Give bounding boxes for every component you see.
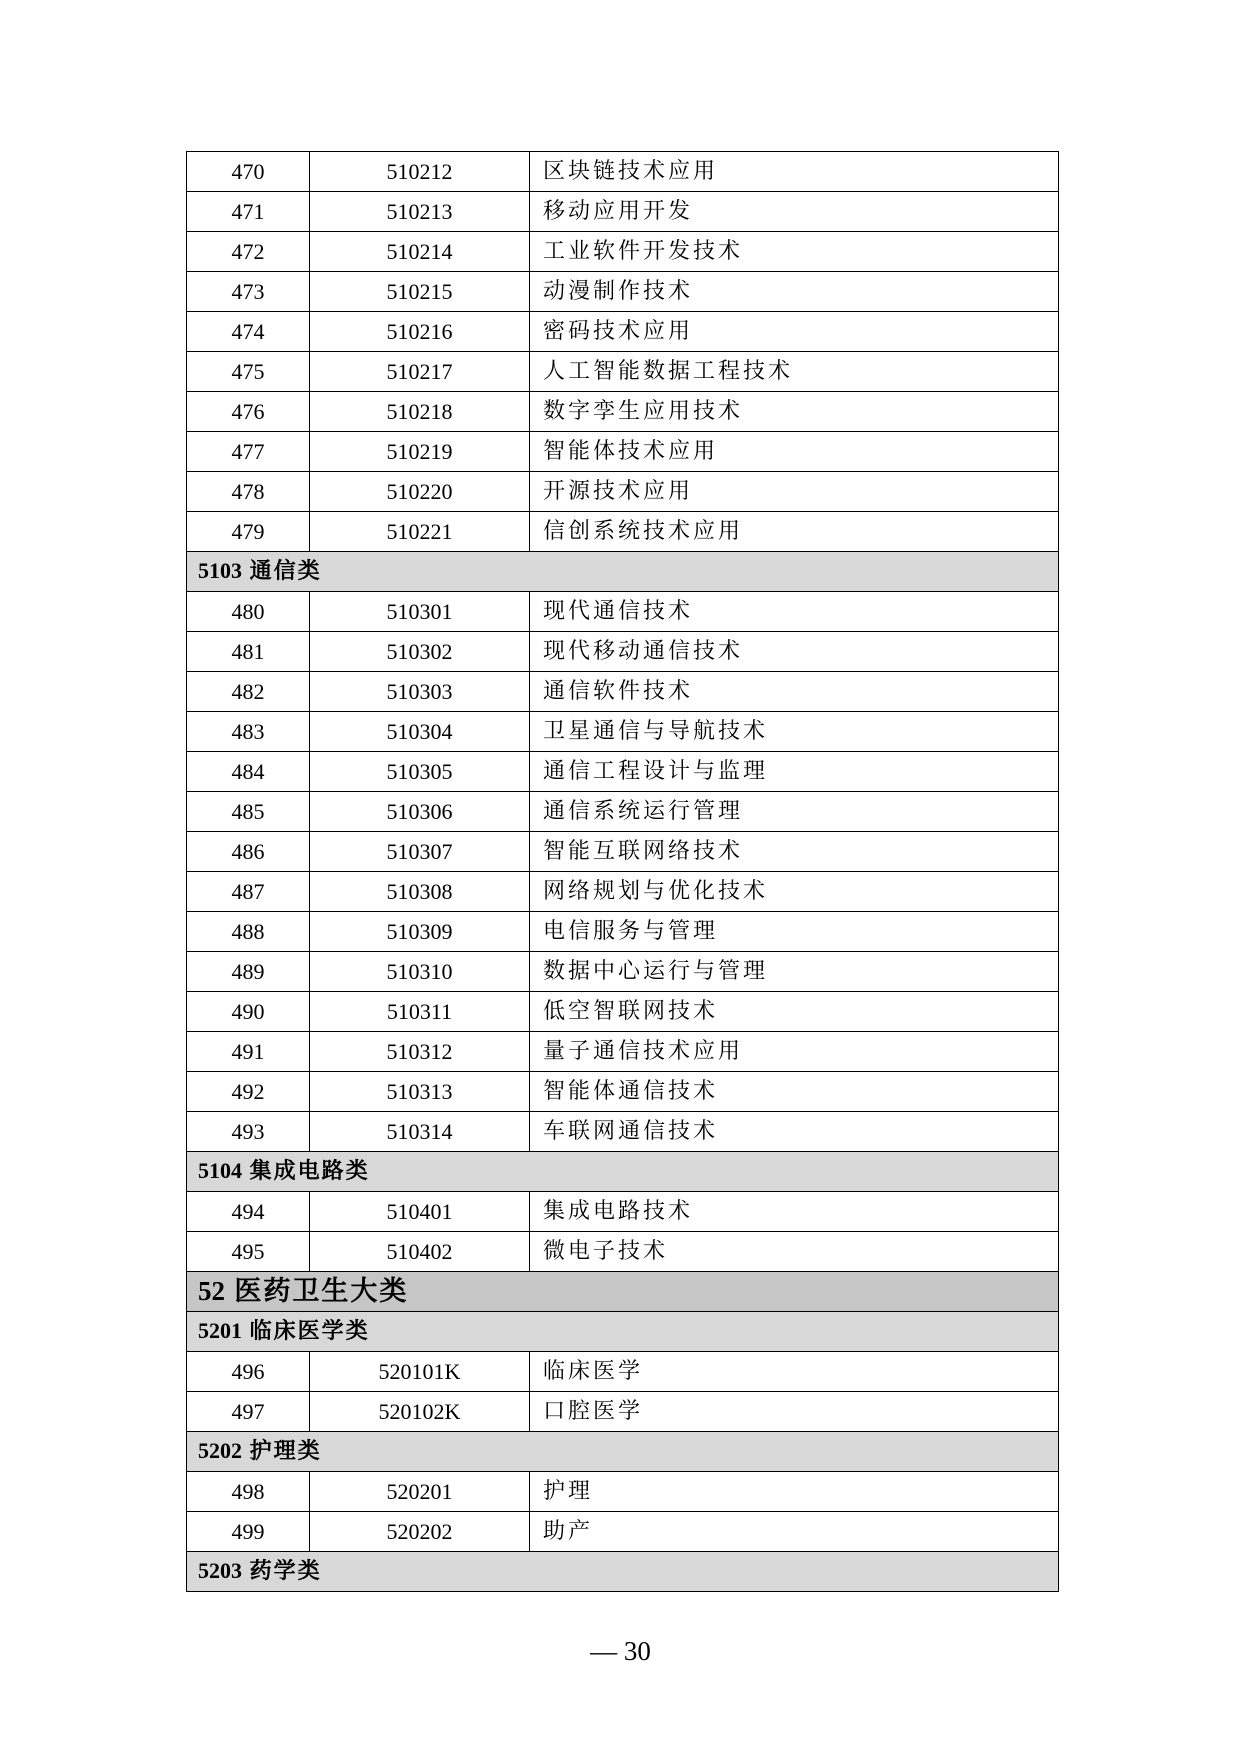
table-row	[187, 1472, 1059, 1512]
serial-number-cell: 477	[187, 432, 310, 472]
table-row	[187, 832, 1059, 872]
serial-number-cell: 498	[187, 1472, 310, 1512]
serial-number-cell: 471	[187, 192, 310, 232]
category-cell	[187, 1432, 1059, 1472]
major-code-cell: 510220	[310, 472, 530, 512]
major-name-cell: 动漫制作技术	[530, 272, 1059, 312]
major-catalog-table	[186, 151, 1059, 1592]
table-row	[187, 592, 1059, 632]
serial-number-cell: 492	[187, 1072, 310, 1112]
major-code-cell: 510306	[310, 792, 530, 832]
serial-number-cell: 491	[187, 1032, 310, 1072]
major-code-cell: 510302	[310, 632, 530, 672]
major-code-cell: 510310	[310, 952, 530, 992]
serial-number-cell: 486	[187, 832, 310, 872]
serial-number-cell: 473	[187, 272, 310, 312]
category-cell	[187, 552, 1059, 592]
serial-number-cell: 493	[187, 1112, 310, 1152]
major-code-cell: 510217	[310, 352, 530, 392]
table-row	[187, 1072, 1059, 1112]
major-code-cell: 510304	[310, 712, 530, 752]
table-row	[187, 752, 1059, 792]
table-row	[187, 1112, 1059, 1152]
serial-number-cell: 485	[187, 792, 310, 832]
major-name-cell: 电信服务与管理	[530, 912, 1059, 952]
category-code: 52	[198, 1276, 225, 1306]
major-code-cell: 510218	[310, 392, 530, 432]
category-label: 临床医学类	[249, 1319, 370, 1344]
major-name-cell: 车联网通信技术	[530, 1112, 1059, 1152]
major-code-cell: 510311	[310, 992, 530, 1032]
table-row	[187, 912, 1059, 952]
table-row	[187, 1232, 1059, 1272]
major-name-cell: 工业软件开发技术	[530, 232, 1059, 272]
major-name-cell: 量子通信技术应用	[530, 1032, 1059, 1072]
serial-number-cell: 475	[187, 352, 310, 392]
category-label: 药学类	[249, 1559, 322, 1584]
major-code-cell: 510401	[310, 1192, 530, 1232]
major-code-cell: 510307	[310, 832, 530, 872]
category-label: 集成电路类	[249, 1159, 370, 1184]
category-row	[187, 1312, 1059, 1352]
major-code-cell: 510313	[310, 1072, 530, 1112]
major-name-cell: 智能互联网络技术	[530, 832, 1059, 872]
serial-number-cell: 489	[187, 952, 310, 992]
major-name-cell: 通信系统运行管理	[530, 792, 1059, 832]
serial-number-cell: 490	[187, 992, 310, 1032]
table-row	[187, 992, 1059, 1032]
category-code: 5104	[198, 1158, 242, 1183]
table-row	[187, 1512, 1059, 1552]
serial-number-cell: 497	[187, 1392, 310, 1432]
category-code: 5203	[198, 1558, 242, 1583]
major-name-cell: 数据中心运行与管理	[530, 952, 1059, 992]
major-name-cell: 移动应用开发	[530, 192, 1059, 232]
table-row	[187, 1192, 1059, 1232]
major-code-cell: 510312	[310, 1032, 530, 1072]
category-code: 5103	[198, 558, 242, 583]
major-name-cell: 区块链技术应用	[530, 152, 1059, 192]
table-row	[187, 952, 1059, 992]
major-name-cell: 智能体技术应用	[530, 432, 1059, 472]
table-row	[187, 792, 1059, 832]
major-name-cell: 卫星通信与导航技术	[530, 712, 1059, 752]
table-body	[187, 152, 1059, 1592]
major-name-cell: 密码技术应用	[530, 312, 1059, 352]
major-code-cell: 510212	[310, 152, 530, 192]
category-code: 5202	[198, 1438, 242, 1463]
major-code-cell: 510215	[310, 272, 530, 312]
category-label: 护理类	[249, 1439, 322, 1464]
serial-number-cell: 480	[187, 592, 310, 632]
major-code-cell: 510216	[310, 312, 530, 352]
major-code-cell: 510213	[310, 192, 530, 232]
serial-number-cell: 483	[187, 712, 310, 752]
table-row	[187, 192, 1059, 232]
serial-number-cell: 470	[187, 152, 310, 192]
table-row	[187, 1352, 1059, 1392]
category-label: 医药卫生大类	[234, 1276, 409, 1307]
serial-number-cell: 495	[187, 1232, 310, 1272]
table-row	[187, 312, 1059, 352]
major-name-cell: 现代移动通信技术	[530, 632, 1059, 672]
major-code-cell: 510305	[310, 752, 530, 792]
major-name-cell: 人工智能数据工程技术	[530, 352, 1059, 392]
major-code-cell: 510214	[310, 232, 530, 272]
major-name-cell: 护理	[530, 1472, 1059, 1512]
table-row	[187, 672, 1059, 712]
serial-number-cell: 479	[187, 512, 310, 552]
table-row	[187, 1032, 1059, 1072]
table-row	[187, 432, 1059, 472]
major-code-cell: 520102K	[310, 1392, 530, 1432]
major-code-cell: 510308	[310, 872, 530, 912]
table-row	[187, 232, 1059, 272]
serial-number-cell: 474	[187, 312, 310, 352]
table-row	[187, 512, 1059, 552]
major-code-cell: 510219	[310, 432, 530, 472]
major-name-cell: 口腔医学	[530, 1392, 1059, 1432]
major-name-cell: 开源技术应用	[530, 472, 1059, 512]
category-cell	[187, 1312, 1059, 1352]
serial-number-cell: 487	[187, 872, 310, 912]
major-code-cell: 510402	[310, 1232, 530, 1272]
table-row	[187, 712, 1059, 752]
major-name-cell: 现代通信技术	[530, 592, 1059, 632]
serial-number-cell: 494	[187, 1192, 310, 1232]
table-row	[187, 152, 1059, 192]
table-row	[187, 1392, 1059, 1432]
serial-number-cell: 499	[187, 1512, 310, 1552]
serial-number-cell: 476	[187, 392, 310, 432]
serial-number-cell: 482	[187, 672, 310, 712]
major-code-cell: 510221	[310, 512, 530, 552]
category-row	[187, 1552, 1059, 1592]
category-code: 5201	[198, 1318, 242, 1343]
major-name-cell: 通信软件技术	[530, 672, 1059, 712]
major-code-cell: 520202	[310, 1512, 530, 1552]
major-code-cell: 520101K	[310, 1352, 530, 1392]
major-name-cell: 数字孪生应用技术	[530, 392, 1059, 432]
major-name-cell: 助产	[530, 1512, 1059, 1552]
table-row	[187, 352, 1059, 392]
serial-number-cell: 481	[187, 632, 310, 672]
major-name-cell: 微电子技术	[530, 1232, 1059, 1272]
major-code-cell: 510301	[310, 592, 530, 632]
major-name-cell: 通信工程设计与监理	[530, 752, 1059, 792]
category-cell	[187, 1552, 1059, 1592]
page-number: — 30	[590, 1636, 651, 1666]
table-row	[187, 472, 1059, 512]
major-code-cell: 510303	[310, 672, 530, 712]
category-row	[187, 1152, 1059, 1192]
category-row	[187, 552, 1059, 592]
major-name-cell: 网络规划与优化技术	[530, 872, 1059, 912]
category-row	[187, 1432, 1059, 1472]
table-row	[187, 872, 1059, 912]
table-row	[187, 272, 1059, 312]
major-name-cell: 信创系统技术应用	[530, 512, 1059, 552]
table-row	[187, 632, 1059, 672]
serial-number-cell: 484	[187, 752, 310, 792]
category-cell	[187, 1272, 1059, 1312]
major-code-cell: 510314	[310, 1112, 530, 1152]
table-row	[187, 392, 1059, 432]
major-name-cell: 智能体通信技术	[530, 1072, 1059, 1112]
serial-number-cell: 472	[187, 232, 310, 272]
major-code-cell: 510309	[310, 912, 530, 952]
serial-number-cell: 488	[187, 912, 310, 952]
category-cell	[187, 1152, 1059, 1192]
serial-number-cell: 478	[187, 472, 310, 512]
major-code-cell: 520201	[310, 1472, 530, 1512]
category-label: 通信类	[249, 559, 322, 584]
major-name-cell: 临床医学	[530, 1352, 1059, 1392]
major-name-cell: 低空智联网技术	[530, 992, 1059, 1032]
major-name-cell: 集成电路技术	[530, 1192, 1059, 1232]
major-category-row	[187, 1272, 1059, 1312]
serial-number-cell: 496	[187, 1352, 310, 1392]
